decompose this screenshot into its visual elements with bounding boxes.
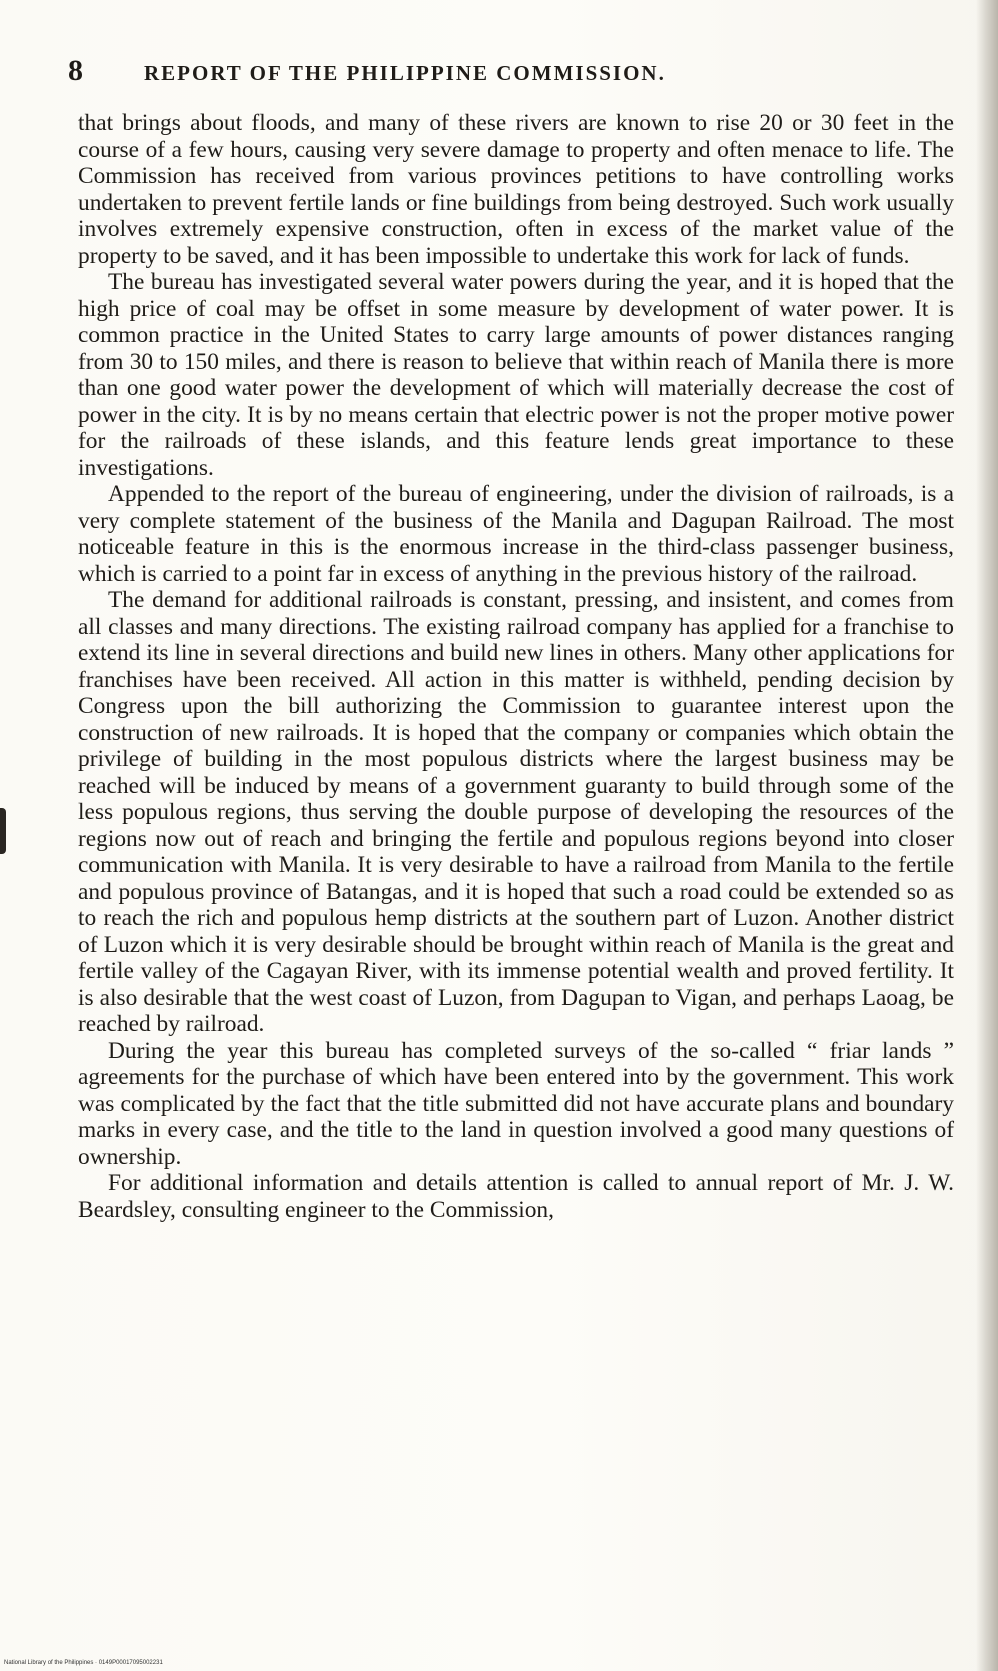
paragraph: Appended to the report of the bureau of engineering, under the division of railroads, is a very complete statement of the business of the Manila and Dagupan Railroad. The most noticeable feature in this is the enormous increase in the third-class passenger business, which is carried to a point far in excess of anything in the previous history of the railroad. — [78, 481, 954, 587]
scan-footer-note: National Library of the Philippines · 0149P00017095002231 — [4, 1660, 163, 1666]
paragraph: The bureau has investigated several water powers during the year, and it is hoped that the high price of coal may be offset in some measure by development of water power. It is common practice in the United States to carry large amounts of power distances ranging from 30 to 150 miles, and there is reason to believe that within reach of Manila there is more than one good water power the development of which will materially decrease the cost of power in the city. It is by no means certain that electric power is not the proper motive power for the railroads of these islands, and this feature lends great importance to these investigations. — [78, 269, 954, 481]
page-number: 8 — [68, 54, 84, 87]
paragraph: The demand for additional railroads is constant, pressing, and insistent, and comes from all classes and many directions. The existing railroad company has applied for a franchise to extend its line in several directions and build new lines in others. Many other applications for franchises have been received. All action in this matter is withheld, pending decision by Congress upon the bill authorizing the Commission to guarantee interest upon the construction of new railroads. It is hoped that the company or companies which obtain the privilege of building in the most populous districts where the largest business may be reached will be induced by means of a government guaranty to build through some of the less populous regions, thus serving the double purpose of developing the resources of the regions now out of reach and bringing the fertile and populous regions beyond into closer communication with Manila. It is very desirable to have a railroad from Manila to the fertile and populous province of Batangas, and it is hoped that such a road could be extended so as to reach the rich and populous hemp districts at the southern part of Luzon. Another district of Luzon which it is very desirable should be brought within reach of Manila is the great and fertile valley of the Cagayan River, with its immense potential wealth and proved fertility. It is also desirable that the west coast of Luzon, from Dagupan to Vigan, and perhaps Laoag, be reached by railroad. — [78, 587, 954, 1037]
binding-mark — [0, 808, 6, 854]
paragraph: that brings about floods, and many of these rivers are known to rise 20 or 30 feet in the course of a few hours, causing very severe damage to property and often menace to life. The Commission has received from various provinces petitions to have controlling works undertaken to prevent fertile lands or fine buildings from being destroyed. Such work usually involves extremely expensive construction, often in excess of the market value of the property to be saved, and it has been impossible to undertake this work for lack of funds. — [78, 110, 954, 269]
page-edge-shadow — [976, 0, 998, 1671]
paragraph: During the year this bureau has completed surveys of the so-called “ friar lands ” agreements for the purchase of which have been entered into by the government. This work was complicated by the fact that the title submitted did not have accurate plans and boundary marks in every case, and the title to the land in question involved a good many questions of ownership. — [78, 1037, 954, 1170]
page-header — [68, 54, 928, 88]
paragraph: For additional information and details attention is called to annual report of Mr. J. W. Beardsley, consulting engineer to the Commission, — [78, 1170, 954, 1223]
running-head: REPORT OF THE PHILIPPINE COMMISSION. — [144, 61, 666, 85]
body-text — [78, 110, 954, 1223]
